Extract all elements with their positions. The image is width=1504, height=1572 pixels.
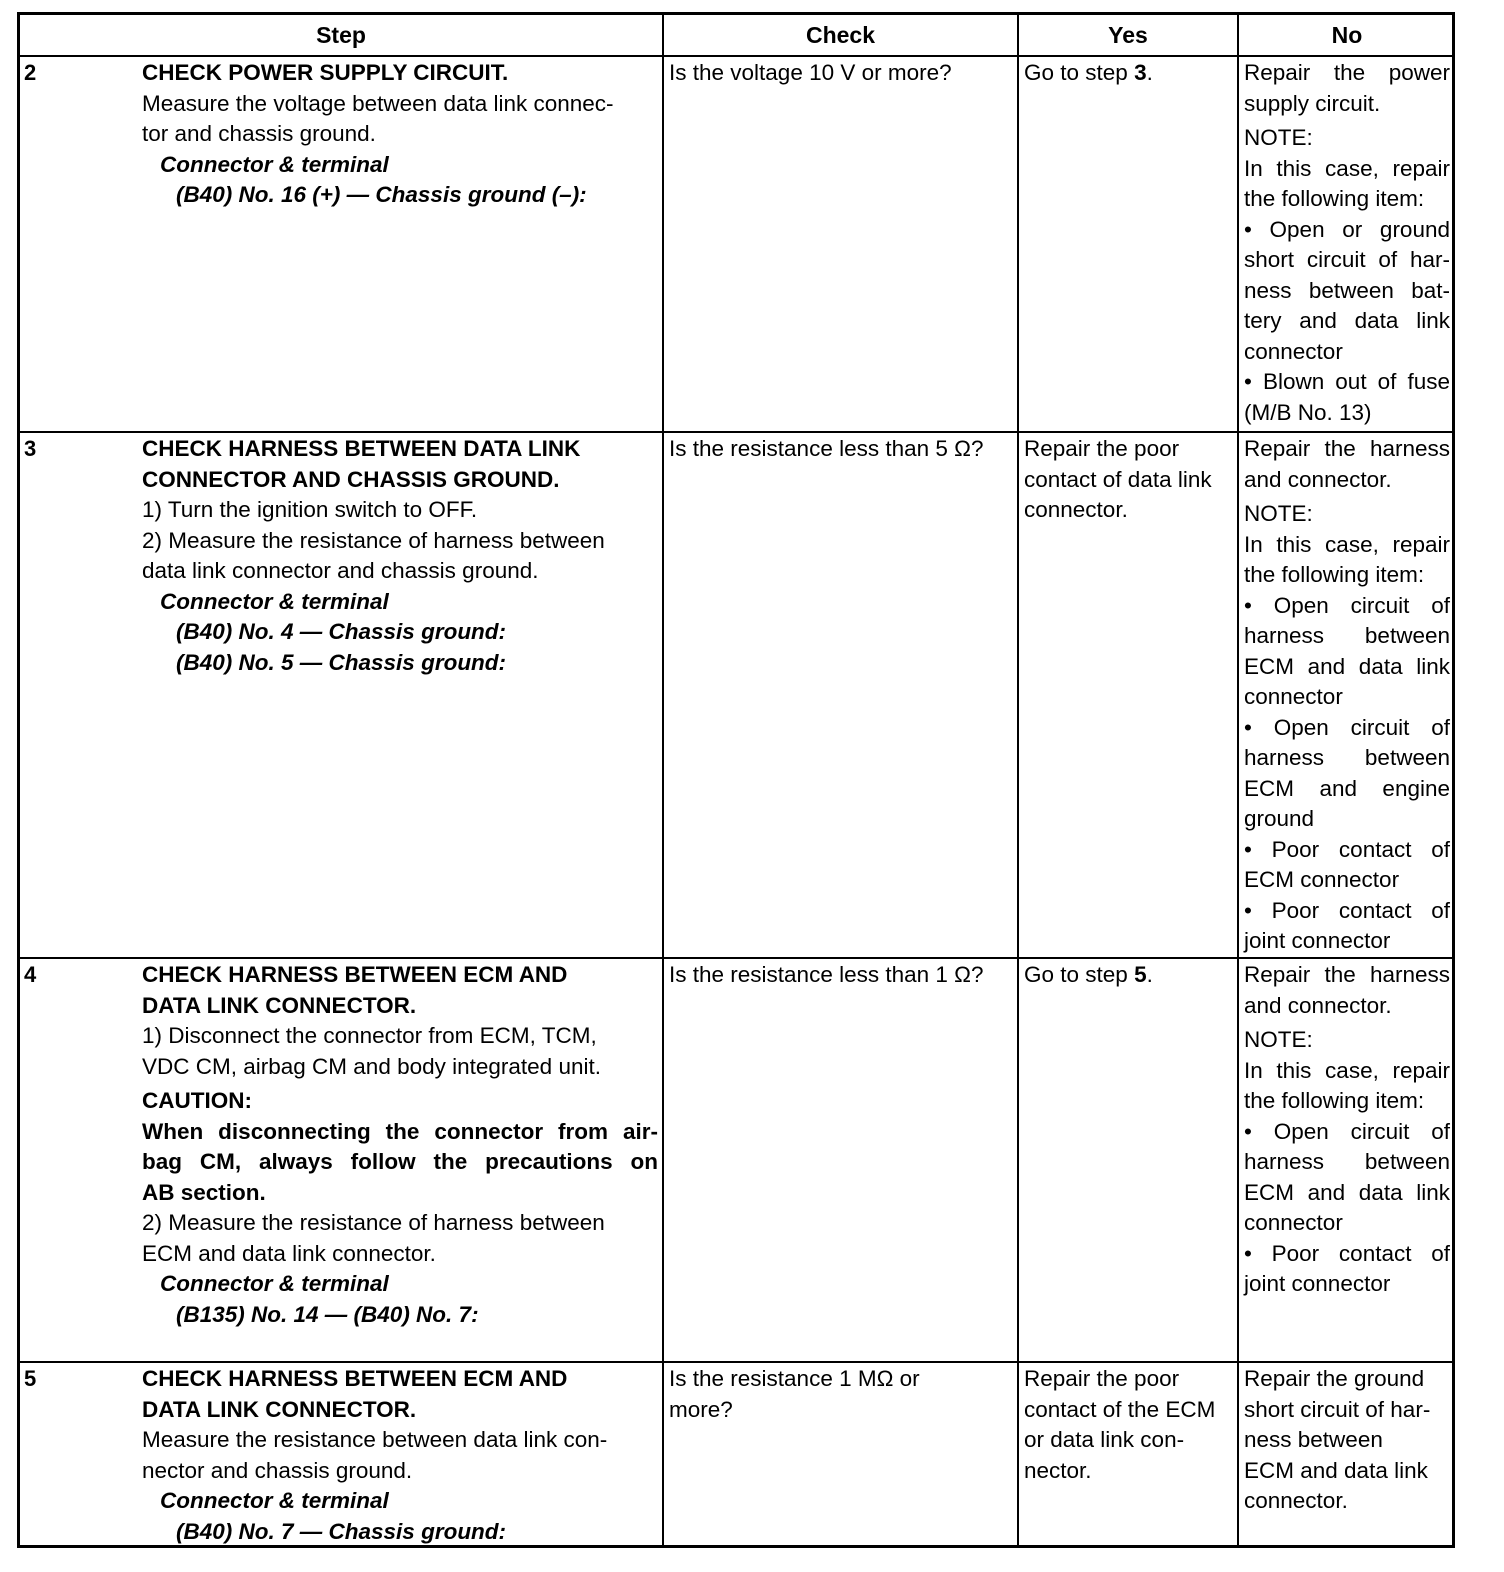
step-title: CHECK HARNESS BETWEEN ECM AND bbox=[142, 962, 568, 987]
no-main: Repair the harness and connector. bbox=[1244, 436, 1450, 492]
step-text-line: 2) Measure the resistance of harness between bbox=[142, 1210, 605, 1235]
step-cell bbox=[20, 433, 662, 957]
no-item: • Open or ground short circuit of har-ness between bat-tery and data link connector bbox=[1244, 216, 1450, 364]
no-intro: In this case, repair the following item: bbox=[1244, 531, 1450, 587]
yes-line: or data link con- bbox=[1024, 1427, 1185, 1452]
table-row-step-4 bbox=[20, 957, 1452, 1361]
terminal-spec: (B40) No. 4 — Chassis ground: bbox=[176, 619, 507, 644]
connector-label: Connector & terminal bbox=[160, 151, 389, 177]
yes-line: Repair the poor bbox=[1024, 1366, 1180, 1391]
step-text-line: nector and chassis ground. bbox=[142, 1457, 413, 1483]
no-item: • Open circuit of harness between ECM and engine ground bbox=[1244, 714, 1450, 831]
step-title: CHECK HARNESS BETWEEN ECM AND bbox=[142, 1366, 568, 1391]
step-cell bbox=[20, 959, 662, 1361]
no-item: • Open circuit of harness between ECM and data link connector bbox=[1244, 1118, 1450, 1235]
yes-line: contact of data link bbox=[1024, 466, 1212, 492]
header-yes: Yes bbox=[1017, 15, 1237, 55]
step-number: 4 bbox=[24, 962, 37, 987]
no-line: Repair the ground bbox=[1244, 1366, 1425, 1391]
step-text-line: data link connector and chassis ground. bbox=[142, 558, 539, 583]
yes-text: Go to step bbox=[1024, 60, 1135, 85]
yes-cell bbox=[1017, 959, 1237, 1361]
no-line: ness between bbox=[1244, 1427, 1383, 1452]
step-title: DATA LINK CONNECTOR. bbox=[142, 992, 417, 1018]
yes-line: connector. bbox=[1024, 497, 1128, 522]
caution-text: bag CM, always follow the precautions on bbox=[142, 1149, 658, 1174]
no-note-label: NOTE: bbox=[1244, 125, 1313, 150]
terminal-spec: (B40) No. 7 — Chassis ground: bbox=[176, 1518, 507, 1544]
connector-label: Connector & terminal bbox=[160, 1488, 389, 1513]
no-cell bbox=[1237, 57, 1455, 431]
step-number: 2 bbox=[24, 60, 37, 85]
no-item: • Poor contact of joint connector bbox=[1244, 897, 1450, 953]
yes-suffix: . bbox=[1146, 60, 1153, 85]
no-line: connector. bbox=[1244, 1488, 1348, 1513]
step-cell bbox=[20, 1363, 662, 1545]
yes-line: Repair the poor bbox=[1024, 436, 1180, 461]
step-number: 5 bbox=[24, 1366, 37, 1391]
step-text-line: tor and chassis ground. bbox=[142, 121, 376, 146]
no-cell bbox=[1237, 1363, 1455, 1545]
step-link-3: 3 bbox=[1134, 60, 1147, 85]
check-line: more? bbox=[669, 1396, 733, 1422]
check-cell: Is the resistance less than 5 Ω? bbox=[662, 433, 1017, 957]
check-cell bbox=[662, 1363, 1017, 1545]
no-intro: In this case, repair the following item: bbox=[1244, 1057, 1450, 1113]
diagnostic-table bbox=[17, 12, 1455, 1548]
no-item: • Poor contact of joint connector bbox=[1244, 1240, 1450, 1296]
step-number: 3 bbox=[24, 436, 37, 461]
yes-cell bbox=[1017, 1363, 1237, 1545]
no-note-label: NOTE: bbox=[1244, 501, 1313, 526]
table-header bbox=[20, 15, 1452, 55]
table-row-step-3 bbox=[20, 431, 1452, 957]
no-intro: In this case, repair the following item: bbox=[1244, 155, 1450, 211]
caution-text: When disconnecting the connector from air- bbox=[142, 1118, 658, 1144]
step-title: CONNECTOR AND CHASSIS GROUND. bbox=[142, 466, 560, 492]
header-no: No bbox=[1237, 15, 1455, 55]
yes-line: nector. bbox=[1024, 1457, 1092, 1483]
yes-cell bbox=[1017, 57, 1237, 431]
step-text-line: Measure the resistance between data link con- bbox=[142, 1427, 608, 1452]
step-title: CHECK HARNESS BETWEEN DATA LINK bbox=[142, 436, 581, 461]
check-cell: Is the resistance less than 1 Ω? bbox=[662, 959, 1017, 1361]
no-cell bbox=[1237, 959, 1455, 1361]
step-text-line: 2) Measure the resistance of harness between bbox=[142, 527, 605, 553]
no-line: short circuit of har- bbox=[1244, 1396, 1431, 1422]
header-check: Check bbox=[662, 15, 1017, 55]
step-cell bbox=[20, 57, 662, 431]
step-text-line: 1) Turn the ignition switch to OFF. bbox=[142, 497, 478, 522]
terminal-spec: (B40) No. 5 — Chassis ground: bbox=[176, 649, 507, 675]
step-title: CHECK POWER SUPPLY CIRCUIT. bbox=[142, 60, 509, 85]
no-cell bbox=[1237, 433, 1455, 957]
yes-line: contact of the ECM bbox=[1024, 1396, 1216, 1422]
step-link-5: 5 bbox=[1134, 962, 1147, 987]
connector-label: Connector & terminal bbox=[160, 1271, 389, 1296]
yes-cell bbox=[1017, 433, 1237, 957]
no-note-label: NOTE: bbox=[1244, 1027, 1313, 1052]
step-text-line: Measure the voltage between data link connec- bbox=[142, 90, 614, 116]
no-item: • Open circuit of harness between ECM and data link connector bbox=[1244, 592, 1450, 709]
caution-label: CAUTION: bbox=[142, 1088, 252, 1113]
yes-suffix: . bbox=[1146, 962, 1153, 987]
step-text-line: ECM and data link connector. bbox=[142, 1240, 436, 1266]
connector-label: Connector & terminal bbox=[160, 588, 389, 614]
yes-text: Go to step bbox=[1024, 962, 1135, 987]
caution-text: AB section. bbox=[142, 1179, 266, 1205]
no-main: Repair the harness and connector. bbox=[1244, 962, 1450, 1018]
terminal-spec: (B135) No. 14 — (B40) No. 7: bbox=[176, 1301, 479, 1327]
step-text-line: 1) Disconnect the connector from ECM, TCM, bbox=[142, 1023, 597, 1048]
header-step: Step bbox=[316, 22, 366, 48]
no-main: Repair the power supply circuit. bbox=[1244, 60, 1450, 116]
check-line: Is the resistance 1 MΩ or bbox=[669, 1366, 920, 1391]
step-text-line: VDC CM, airbag CM and body integrated unit. bbox=[142, 1053, 601, 1079]
no-item: • Blown out of fuse (M/B No. 13) bbox=[1244, 369, 1450, 425]
check-cell: Is the voltage 10 V or more? bbox=[662, 57, 1017, 431]
no-line: ECM and data link bbox=[1244, 1457, 1428, 1483]
no-item: • Poor contact of ECM connector bbox=[1244, 836, 1450, 892]
terminal-spec: (B40) No. 16 (+) — Chassis ground (–): bbox=[176, 182, 587, 207]
table-row-step-2 bbox=[20, 55, 1452, 431]
table-row-step-5 bbox=[20, 1361, 1452, 1545]
step-title: DATA LINK CONNECTOR. bbox=[142, 1396, 417, 1422]
